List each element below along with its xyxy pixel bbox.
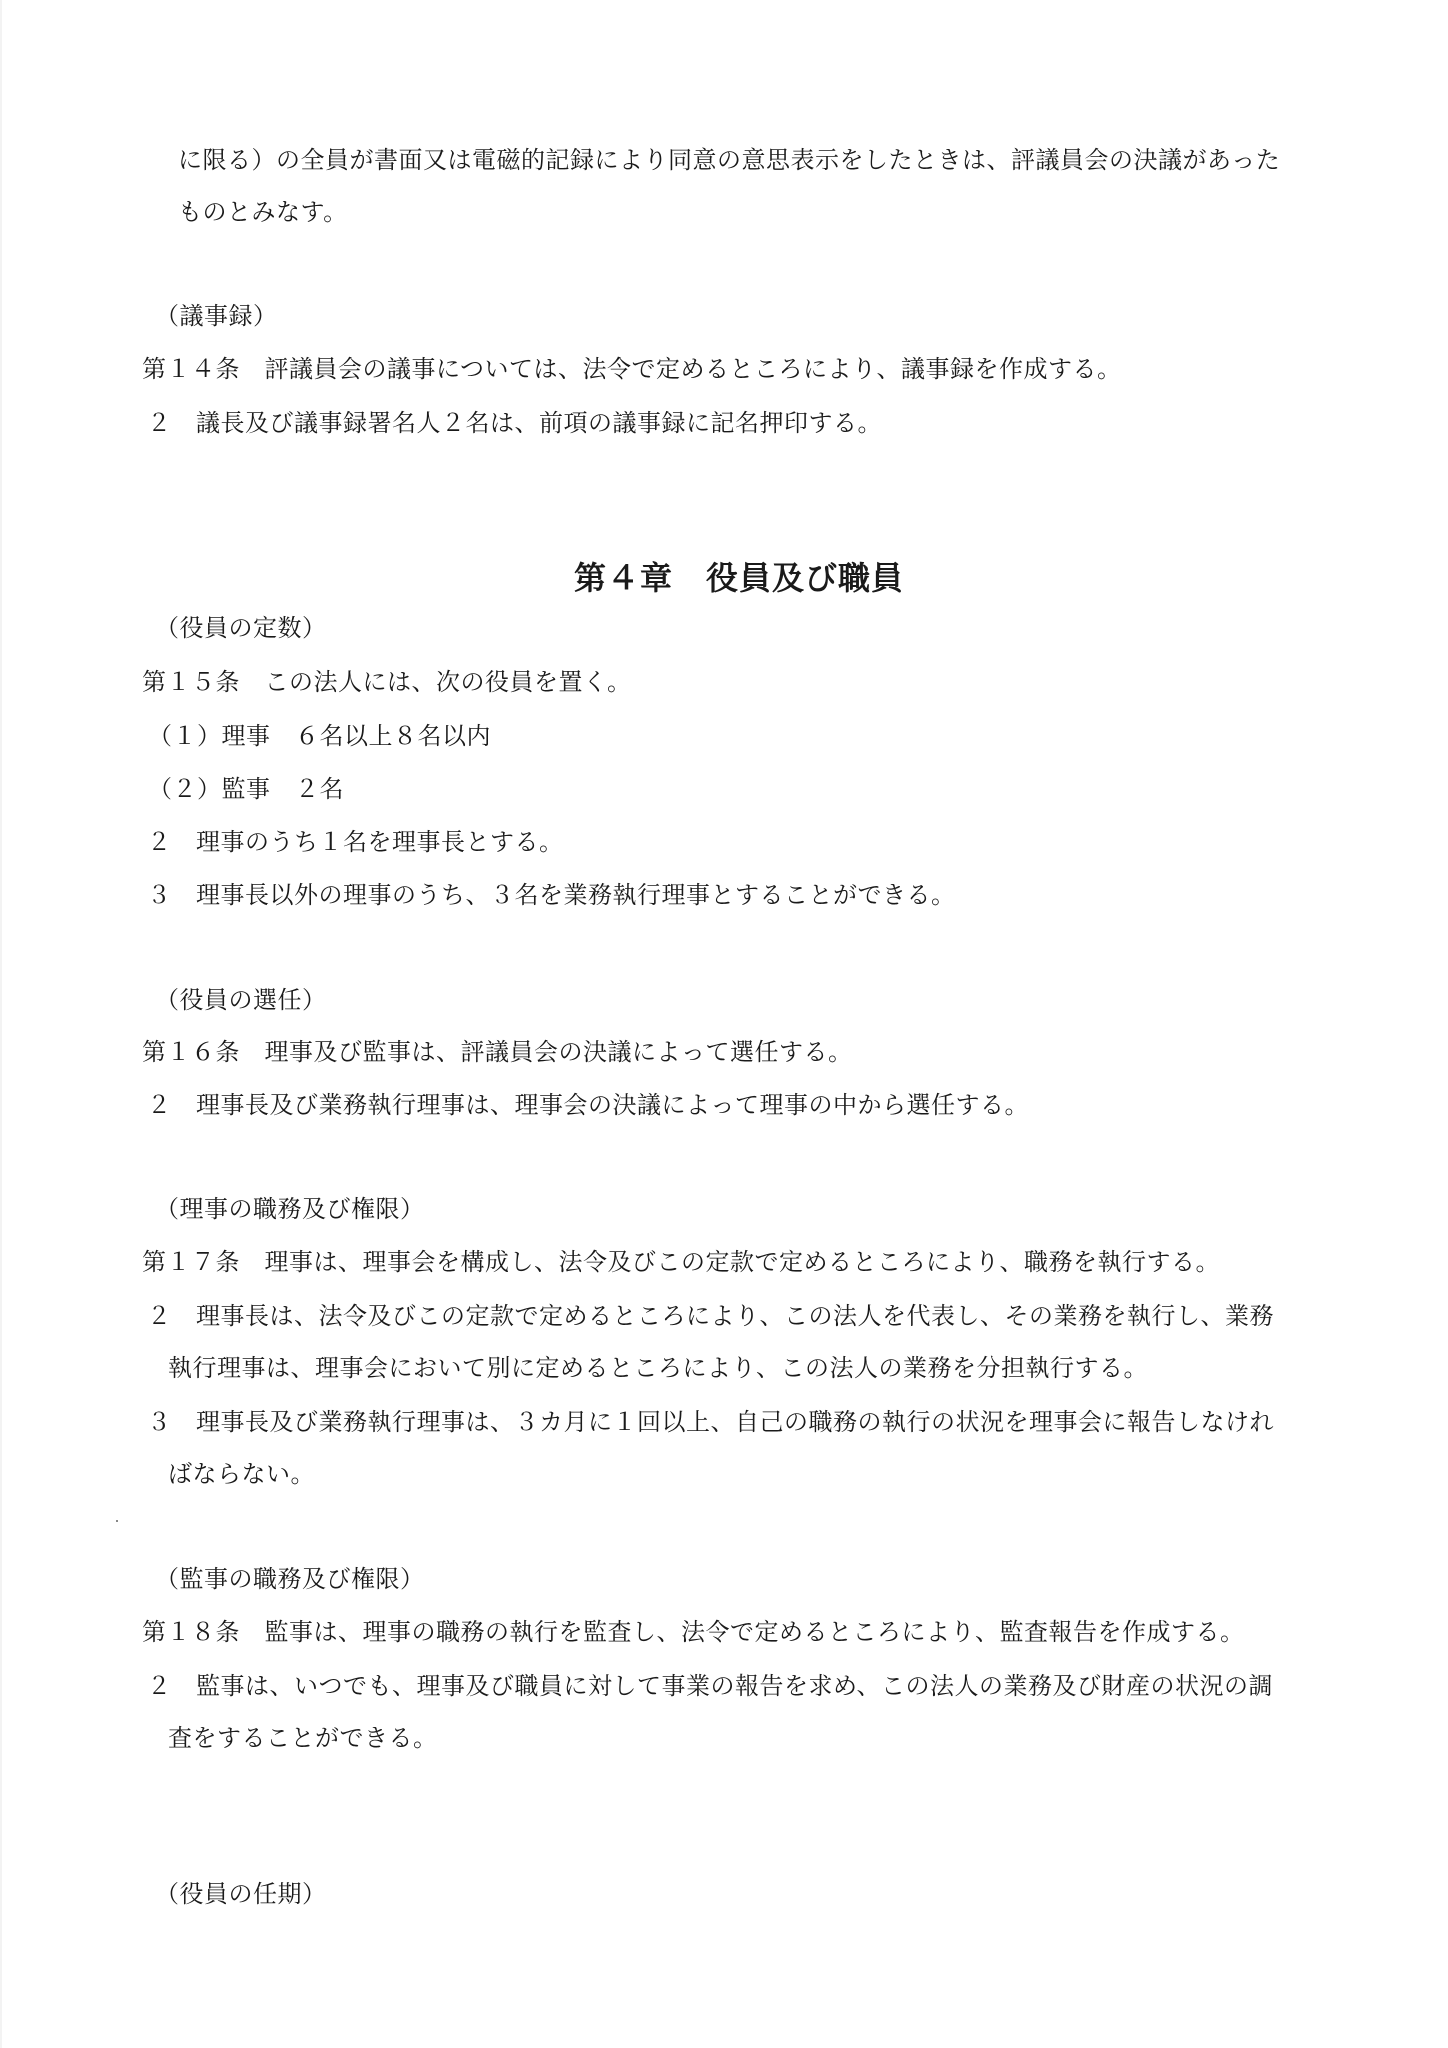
article-18-clause-1: 第１８条 監事は、理事の職務の執行を監査し、法令で定めるところにより、監査報告を作成する。 [142,1618,1245,1646]
article-16-heading: （役員の選任） [155,986,327,1014]
article-17-clause-2: ２ 理事長は、法令及びこの定款で定めるところにより、この法人を代表し、その業務を執行し、業務 [147,1302,1274,1330]
scan-speck [116,1520,118,1522]
continuation-line-2: ものとみなす。 [178,198,348,226]
continuation-line-1: に限る）の全員が書面又は電磁的記録により同意の意思表示をしたときは、評議員会の決議があった [178,146,1281,174]
article-18-heading: （監事の職務及び権限） [155,1565,425,1593]
article-17-clause-3-cont: ばならない。 [168,1460,315,1488]
article-14-heading: （議事録） [155,302,278,330]
article-17-heading: （理事の職務及び権限） [155,1195,425,1223]
article-16-clause-1: 第１６条 理事及び監事は、評議員会の決議によって選任する。 [142,1038,853,1066]
article-14-clause-2: ２ 議長及び議事録署名人２名は、前項の議事録に記名押印する。 [147,409,882,437]
chapter-4-title: 第４章 役員及び職員 [574,559,905,597]
article-19-heading: （役員の任期） [155,1880,327,1908]
article-18-clause-2: ２ 監事は、いつでも、理事及び職員に対して事業の報告を求め、この法人の業務及び財産の状況の調 [147,1672,1274,1700]
article-15-clause-3: ３ 理事長以外の理事のうち、３名を業務執行理事とすることができる。 [147,881,956,909]
article-16-clause-2: ２ 理事長及び業務執行理事は、理事会の決議によって理事の中から選任する。 [147,1091,1029,1119]
article-14-clause-1: 第１４条 評議員会の議事については、法令で定めるところにより、議事録を作成する。 [142,355,1122,383]
scan-edge [0,0,2,2048]
article-15-item-2: （２）監事 ２名 [148,775,344,803]
article-15-heading: （役員の定数） [155,614,327,642]
article-15-clause-1: 第１５条 この法人には、次の役員を置く。 [142,668,632,696]
article-17-clause-2-cont: 執行理事は、理事会において別に定めるところにより、この法人の業務を分担執行する。 [168,1354,1148,1382]
article-18-clause-2-cont: 査をすることができる。 [168,1724,438,1752]
article-17-clause-1: 第１７条 理事は、理事会を構成し、法令及びこの定款で定めるところにより、職務を執行する。 [142,1248,1220,1276]
article-17-clause-3: ３ 理事長及び業務執行理事は、３カ月に１回以上、自己の職務の執行の状況を理事会に報告しなけれ [147,1408,1274,1436]
article-15-item-1: （１）理事 ６名以上８名以内 [148,722,491,750]
article-15-clause-2: ２ 理事のうち１名を理事長とする。 [147,828,564,856]
